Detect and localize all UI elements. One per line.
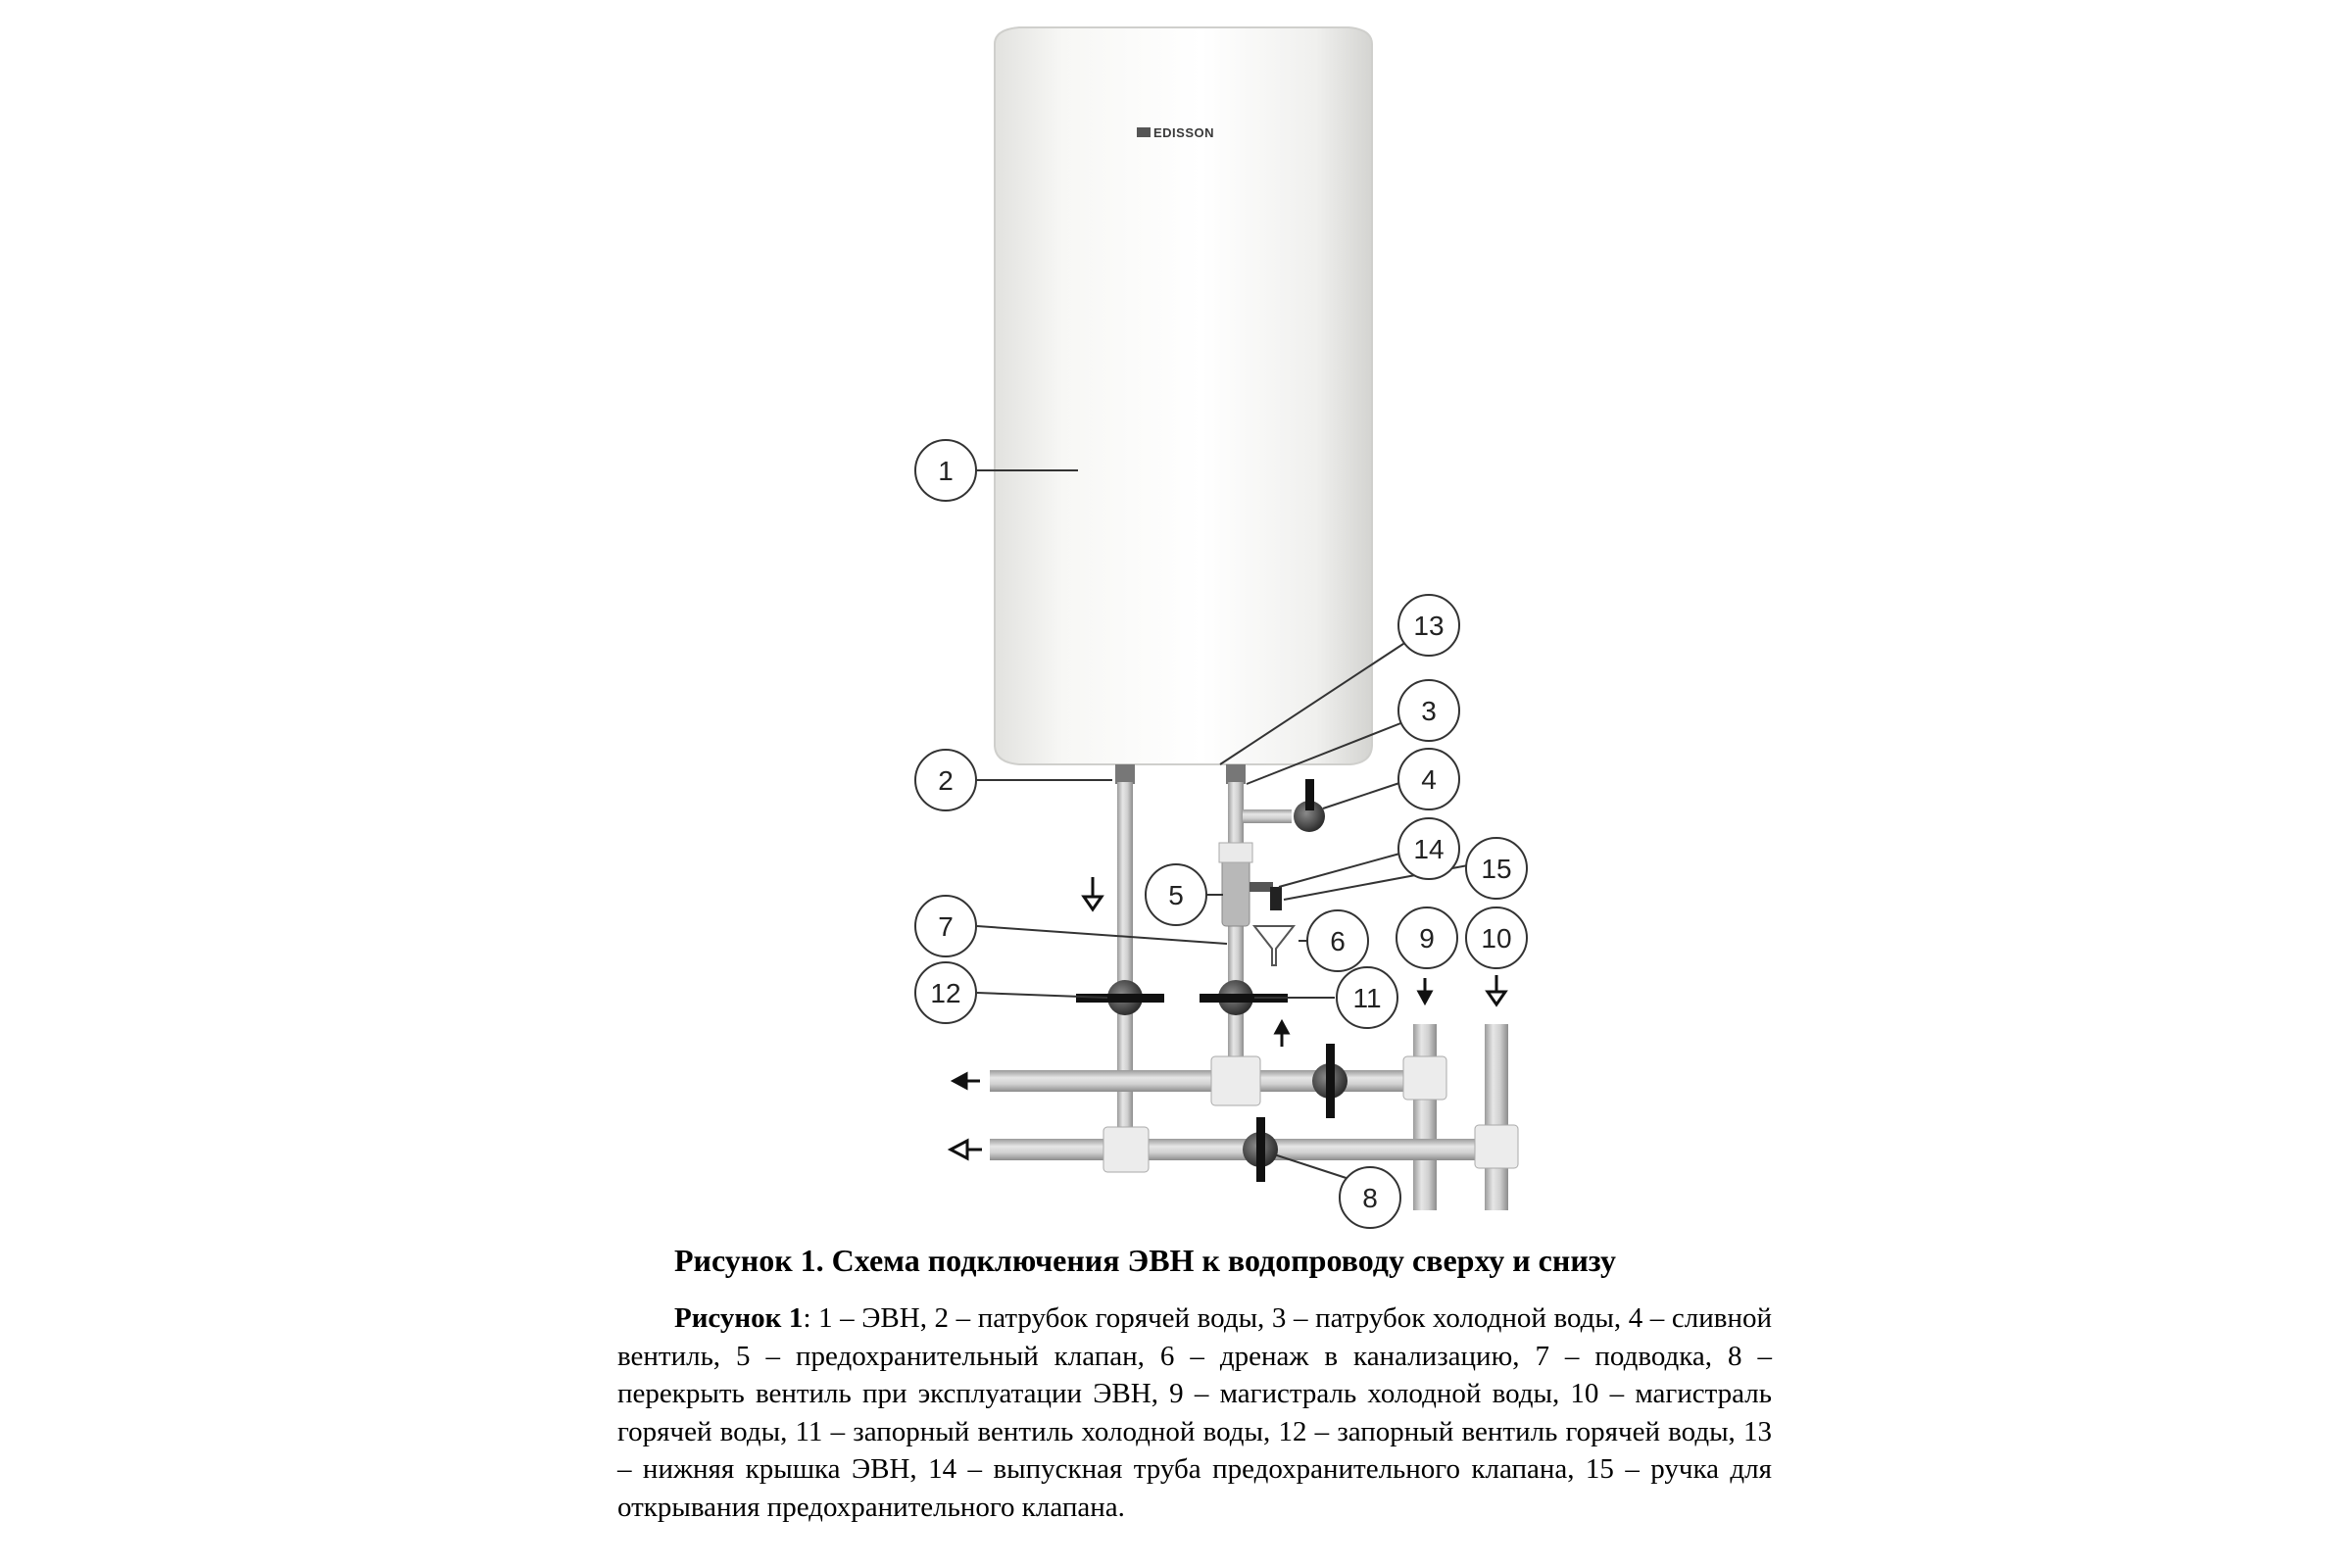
cold-up-arrow-icon bbox=[1276, 1022, 1288, 1047]
hot-tee-fitting bbox=[1103, 1127, 1149, 1172]
bypass-valve-handle bbox=[1256, 1117, 1265, 1182]
valves bbox=[1076, 779, 1348, 1182]
hot-main-tee bbox=[1475, 1125, 1518, 1168]
hot-outlet-nut bbox=[1115, 764, 1135, 784]
drain-funnel-icon bbox=[1254, 926, 1294, 965]
relief-valve-body bbox=[1222, 858, 1250, 926]
relief-outlet-pipe bbox=[1250, 882, 1273, 892]
svg-text:2: 2 bbox=[938, 765, 954, 796]
svg-text:14: 14 bbox=[1413, 834, 1445, 864]
drain-branch-pipe bbox=[1243, 809, 1292, 823]
callout-10 bbox=[1466, 907, 1527, 968]
callout-7 bbox=[915, 896, 976, 956]
brand-logo-icon bbox=[1137, 127, 1151, 137]
svg-text:9: 9 bbox=[1419, 923, 1435, 954]
hot-main-down-arrow-icon bbox=[1488, 975, 1505, 1004]
svg-text:13: 13 bbox=[1413, 611, 1445, 641]
cold-main-down-arrow-icon bbox=[1419, 978, 1431, 1003]
svg-text:11: 11 bbox=[1352, 983, 1382, 1013]
relief-handle bbox=[1270, 887, 1282, 910]
inlet-tee-fitting bbox=[1219, 843, 1252, 862]
callout-13 bbox=[1398, 595, 1459, 656]
cold-main-tee bbox=[1403, 1056, 1446, 1100]
callout-1 bbox=[915, 440, 976, 501]
brand-label: EDISSON bbox=[1153, 125, 1215, 140]
hot-shutoff-handle bbox=[1076, 994, 1164, 1003]
svg-text:4: 4 bbox=[1421, 764, 1437, 795]
cold-main-pipe bbox=[1413, 1024, 1437, 1210]
water-heater-tank bbox=[995, 27, 1372, 764]
callout-4 bbox=[1398, 749, 1459, 809]
hot-main-pipe bbox=[1485, 1024, 1508, 1210]
figure-caption-body bbox=[617, 1299, 1772, 1526]
svg-text:15: 15 bbox=[1481, 854, 1512, 884]
cold-line-valve-handle bbox=[1326, 1044, 1335, 1118]
hot-riser-pipe bbox=[1117, 782, 1133, 1154]
cold-inlet-nut bbox=[1226, 764, 1246, 784]
hot-down-arrow-icon bbox=[1084, 877, 1102, 909]
svg-text:1: 1 bbox=[938, 456, 954, 486]
cold-riser-pipe bbox=[1228, 782, 1244, 1076]
svg-text:8: 8 bbox=[1362, 1183, 1378, 1213]
callout-6 bbox=[1307, 910, 1368, 971]
cold-tee-fitting bbox=[1211, 1056, 1260, 1105]
caption-text: : 1 – ЭВН, 2 – патрубок горячей воды, 3 – патрубок холодной воды, 4 – сливной вентиль, 5 – предохранительный клапан, 6 – дренаж в канализацию, 7 – подводка, 8 – перекрыть вентиль при эксплуатации ЭВН, 9 – магистраль холодной воды, 10 – магистраль горячей воды, 11 – запорный вентиль холодной воды, 12 – запорный вентиль горячей воды, 13 – нижняя крышка ЭВН, 14 – выпускная труба предохранительного клапана, 15 – ручка для открывания предохранительного клапана. bbox=[617, 1302, 1772, 1523]
svg-text:7: 7 bbox=[938, 911, 954, 942]
svg-text:10: 10 bbox=[1481, 923, 1512, 954]
callout-5 bbox=[1146, 864, 1206, 925]
figure-caption-title: Рисунок 1. Схема подключения ЭВН к водопроводу сверху и снизу bbox=[674, 1243, 1616, 1278]
hot-out-left-arrow-icon bbox=[951, 1141, 982, 1158]
drain-valve-handle bbox=[1305, 779, 1314, 810]
caption-lead: Рисунок 1 bbox=[674, 1302, 804, 1334]
svg-text:12: 12 bbox=[930, 978, 961, 1008]
svg-text:6: 6 bbox=[1330, 926, 1346, 956]
callout-11 bbox=[1337, 967, 1397, 1028]
cold-out-left-arrow-icon bbox=[954, 1074, 980, 1088]
callout-2 bbox=[915, 750, 976, 810]
callout-8 bbox=[1340, 1167, 1400, 1228]
callout-12 bbox=[915, 962, 976, 1023]
callout-15 bbox=[1466, 838, 1527, 899]
callout-14 bbox=[1398, 818, 1459, 879]
svg-text:5: 5 bbox=[1168, 880, 1184, 910]
callout-3 bbox=[1398, 680, 1459, 741]
callout-9 bbox=[1396, 907, 1457, 968]
svg-text:3: 3 bbox=[1421, 696, 1437, 726]
